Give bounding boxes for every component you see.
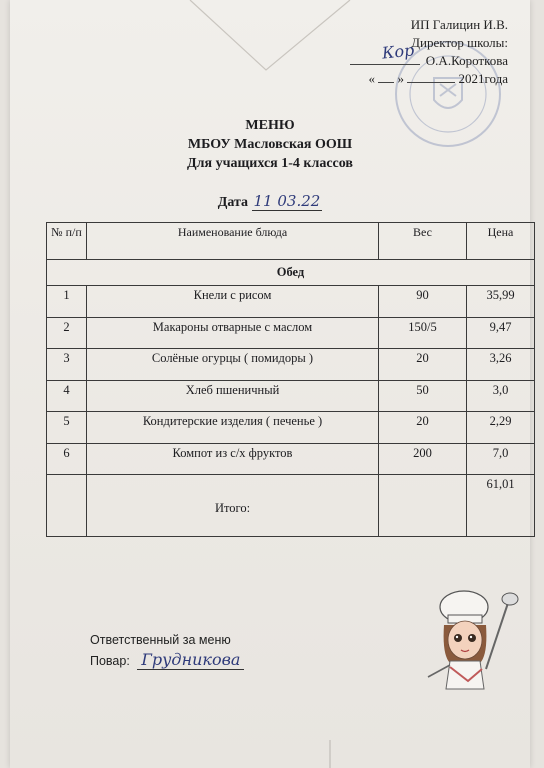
row-name: Макароны отварные с маслом xyxy=(87,317,379,349)
entrepreneur-line: ИП Галицин И.В. xyxy=(410,17,508,32)
row-num: 4 xyxy=(47,380,87,412)
row-price: 9,47 xyxy=(467,317,535,349)
total-row xyxy=(47,475,535,537)
month-blank xyxy=(407,82,455,83)
table-row xyxy=(47,349,535,381)
date-label: Дата xyxy=(217,195,249,210)
cook-signature: Грудникова xyxy=(137,650,244,670)
row-weight: 90 xyxy=(379,286,467,318)
row-num: 5 xyxy=(47,412,87,444)
col-num-header: № п/п xyxy=(47,223,87,260)
table-row xyxy=(47,412,535,444)
col-weight-header: Вес xyxy=(379,223,467,260)
director-label: Директор школы: xyxy=(411,35,508,50)
director-name-line xyxy=(350,52,508,70)
date-value: 11 03.22 xyxy=(253,192,321,210)
approval-block xyxy=(350,16,508,88)
row-num: 6 xyxy=(47,443,87,475)
date-row xyxy=(10,192,530,211)
row-name: Компот из с/х фруктов xyxy=(87,443,379,475)
col-price-header: Цена xyxy=(467,223,535,260)
row-weight: 150/5 xyxy=(379,317,467,349)
quote-close: » xyxy=(397,71,404,86)
row-name: Кондитерские изделия ( печенье ) xyxy=(87,412,379,444)
audience-line: Для учащихся 1-4 классов xyxy=(187,156,353,171)
row-num: 2 xyxy=(47,317,87,349)
row-price: 3,26 xyxy=(467,349,535,381)
row-weight: 50 xyxy=(379,380,467,412)
menu-table xyxy=(46,222,535,537)
table-row xyxy=(47,380,535,412)
footer-block xyxy=(90,630,244,671)
chef-girl-illustration xyxy=(420,585,524,695)
col-name-header: Наименование блюда xyxy=(87,223,379,260)
total-weight-cell xyxy=(379,475,467,537)
row-weight: 20 xyxy=(379,412,467,444)
table-row xyxy=(47,286,535,318)
quote-open: « xyxy=(368,71,375,86)
responsible-label: Ответственный за меню xyxy=(90,633,231,647)
menu-title: МЕНЮ xyxy=(245,118,295,133)
row-num: 1 xyxy=(47,286,87,318)
row-price: 2,29 xyxy=(467,412,535,444)
section-label: Обед xyxy=(47,260,535,286)
row-num: 3 xyxy=(47,349,87,381)
approval-date-line xyxy=(350,70,508,88)
total-num-cell xyxy=(47,475,87,537)
table-row xyxy=(47,443,535,475)
menu-heading xyxy=(10,116,530,173)
table-row xyxy=(47,317,535,349)
document-sheet xyxy=(10,0,530,768)
total-value: 61,01 xyxy=(467,475,535,537)
director-name: О.А.Короткова xyxy=(425,53,508,68)
day-blank xyxy=(378,82,394,83)
table-header-row xyxy=(47,223,535,260)
row-name: Солёные огурцы ( помидоры ) xyxy=(87,349,379,381)
row-name: Хлеб пшеничный xyxy=(87,380,379,412)
row-price: 3,0 xyxy=(467,380,535,412)
row-weight: 200 xyxy=(379,443,467,475)
row-name: Кнели с рисом xyxy=(87,286,379,318)
row-weight: 20 xyxy=(379,349,467,381)
total-label: Итого: xyxy=(87,475,379,537)
school-name: МБОУ Масловская ООШ xyxy=(187,137,353,152)
director-signature: Кор xyxy=(381,40,416,63)
row-price: 7,0 xyxy=(467,443,535,475)
approval-year: 2021года xyxy=(458,71,508,86)
cook-line xyxy=(90,650,244,671)
section-row xyxy=(47,260,535,286)
row-price: 35,99 xyxy=(467,286,535,318)
cook-label: Повар: xyxy=(90,654,130,668)
